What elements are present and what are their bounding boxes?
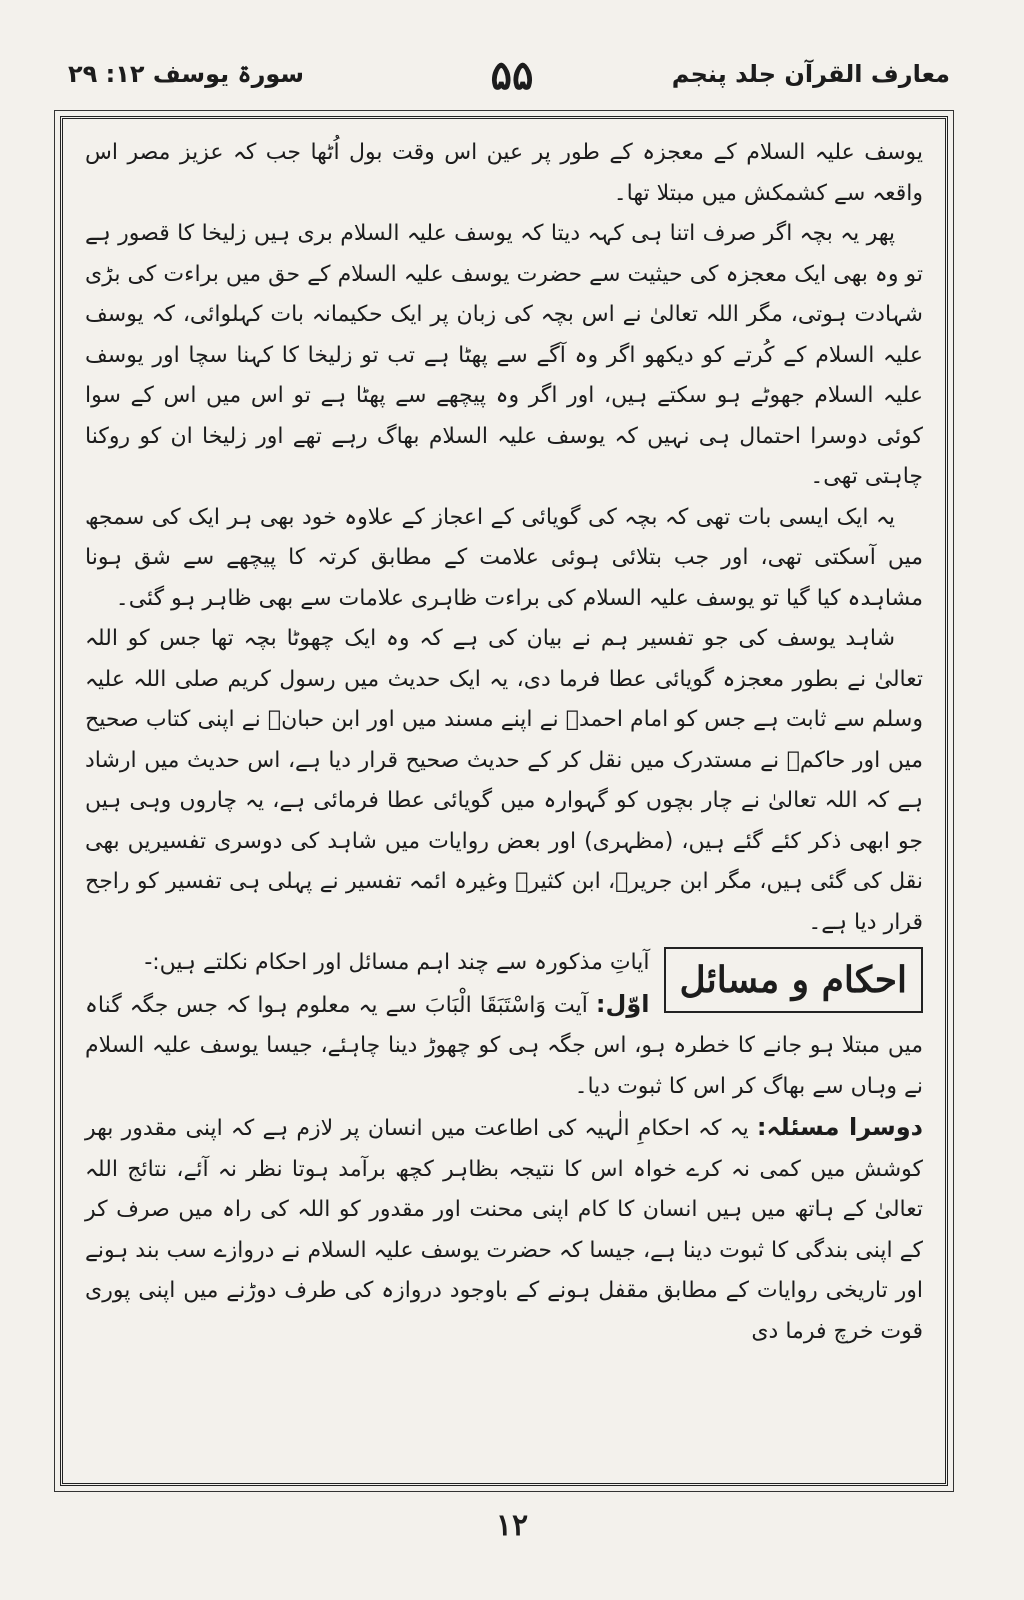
book-title: معارف القرآن جلد پنجم xyxy=(671,60,950,88)
text-frame xyxy=(60,116,948,1486)
issue-second xyxy=(85,1107,923,1352)
signature-mark: ۱۲ xyxy=(495,1508,529,1543)
page-header xyxy=(60,52,964,108)
page-number: ۵۵ xyxy=(490,52,534,99)
issue-first-label: اوّل: xyxy=(595,989,650,1018)
issue-first-text: آیت وَاسْتَبَقَا الْبَابَ سے یہ معلوم ہوا کہ جس جگہ گناہ میں مبتلا ہو جانے کا خطرہ ہو، اس جگہ ہی کو چھوڑ دینا چاہئے، جیسا یوسف علیہ السلام نے وہاں سے بھاگ کر اس کا ثبوت دیا۔ xyxy=(85,992,923,1099)
section-heading: احکام و مسائل xyxy=(664,947,924,1013)
paragraph: یہ ایک ایسی بات تھی کہ بچہ کی گویائی کے اعجاز کے علاوہ خود بھی ہر ایک کی سمجھ میں آسکتی تھی، اور جب بتلائی ہوئی علامت کے مطابق کرتہ کا پیچھے سے شق ہونا مشاہدہ کیا گیا تو یوسف علیہ السلام کی براءت ظاہری علامات سے بھی ظاہر ہو گئی۔ xyxy=(85,504,923,611)
paragraph: یوسف علیہ السلام کے معجزہ کے طور پر عین اس وقت بول اُٹھا جب کہ عزیز مصر اس واقعہ سے کشمکش میں مبتلا تھا۔ xyxy=(85,140,923,206)
issue-second-text: یہ کہ احکامِ الٰہیہ کی اطاعت میں انسان پر لازم ہے کہ اپنی مقدور بھر کوشش میں کمی نہ کرے خواہ اس کا نتیجہ بظاہر کچھ برآمد ہوتا نظر نہ آئے، نتائج اللہ تعالیٰ کے ہاتھ میں ہیں انسان کا کام اپنی محنت اور مقدور کو اللہ کی راہ میں صرف کر کے اپنی بندگی کا ثبوت دینا ہے، جیسا کہ حضرت یوسف علیہ السلام نے دروازے سب بند ہونے اور تاریخی روایات کے مطابق مقفل ہونے کے باوجود دروازہ کی طرف دوڑنے میں اپنی پوری قوت خرچ فرما دی xyxy=(85,1116,923,1344)
issue-second-label: دوسرا مسئلہ: xyxy=(756,1113,923,1141)
section-block xyxy=(85,943,923,1107)
section-intro: آیاتِ مذکورہ سے چند اہم مسائل اور احکام نکلتے ہیں:- xyxy=(144,950,650,975)
page-body xyxy=(85,133,923,1473)
paragraph: پھر یہ بچہ اگر صرف اتنا ہی کہہ دیتا کہ یوسف علیہ السلام بری ہیں زلیخا کا قصور ہے تو وہ بھی ایک معجزہ کی حیثیت سے حضرت یوسف علیہ السلام کے حق میں براءت کی بڑی شہادت ہوتی، مگر اللہ تعالیٰ نے اس بچہ کی زبان پر ایک حکیمانہ بات کہلوائی، کہ یوسف علیہ السلام کے کُرتے کو دیکھو اگر وہ آگے سے پھٹا ہے تب تو زلیخا کا کہنا سچا اور یوسف علیہ السلام جھوٹے ہو سکتے ہیں، اور اگر وہ پیچھے سے پھٹا ہے تو اس میں اس کے سوا کوئی دوسرا احتمال ہی نہیں کہ یوسف علیہ السلام بھاگ رہے تھے اور زلیخا ان کو روکنا چاہتی تھی۔ xyxy=(85,221,923,489)
paragraph: شاہد یوسف کی جو تفسیر ہم نے بیان کی ہے کہ وہ ایک چھوٹا بچہ تھا جس کو اللہ تعالیٰ نے بطور معجزہ گویائی عطا فرما دی، یہ ایک حدیث میں رسول کریم صلی اللہ علیہ وسلم سے ثابت ہے جس کو امام احمدؒ نے اپنے مسند میں اور ابن حبانؒ نے اپنی کتاب صحیح میں اور حاکمؒ نے مستدرک میں نقل کر کے حدیث صحیح قرار دیا ہے، اس حدیث میں ارشاد ہے کہ اللہ تعالیٰ نے چار بچوں کو گہوارہ میں گویائی عطا فرمائی ہے، یہ چاروں وہی ہیں جو ابھی ذکر کئے گئے ہیں، (مظہری) اور بعض روایات میں شاہد کی دوسری تفسیریں بھی نقل کی گئی ہیں، مگر ابن جریرؒ، ابن کثیرؒ وغیرہ ائمہ تفسیر نے پہلی ہی تفسیر کو راجح قرار دیا ہے۔ xyxy=(85,626,923,935)
surah-reference: سورۃ یوسف ۱۲: ۲۹ xyxy=(68,60,305,88)
